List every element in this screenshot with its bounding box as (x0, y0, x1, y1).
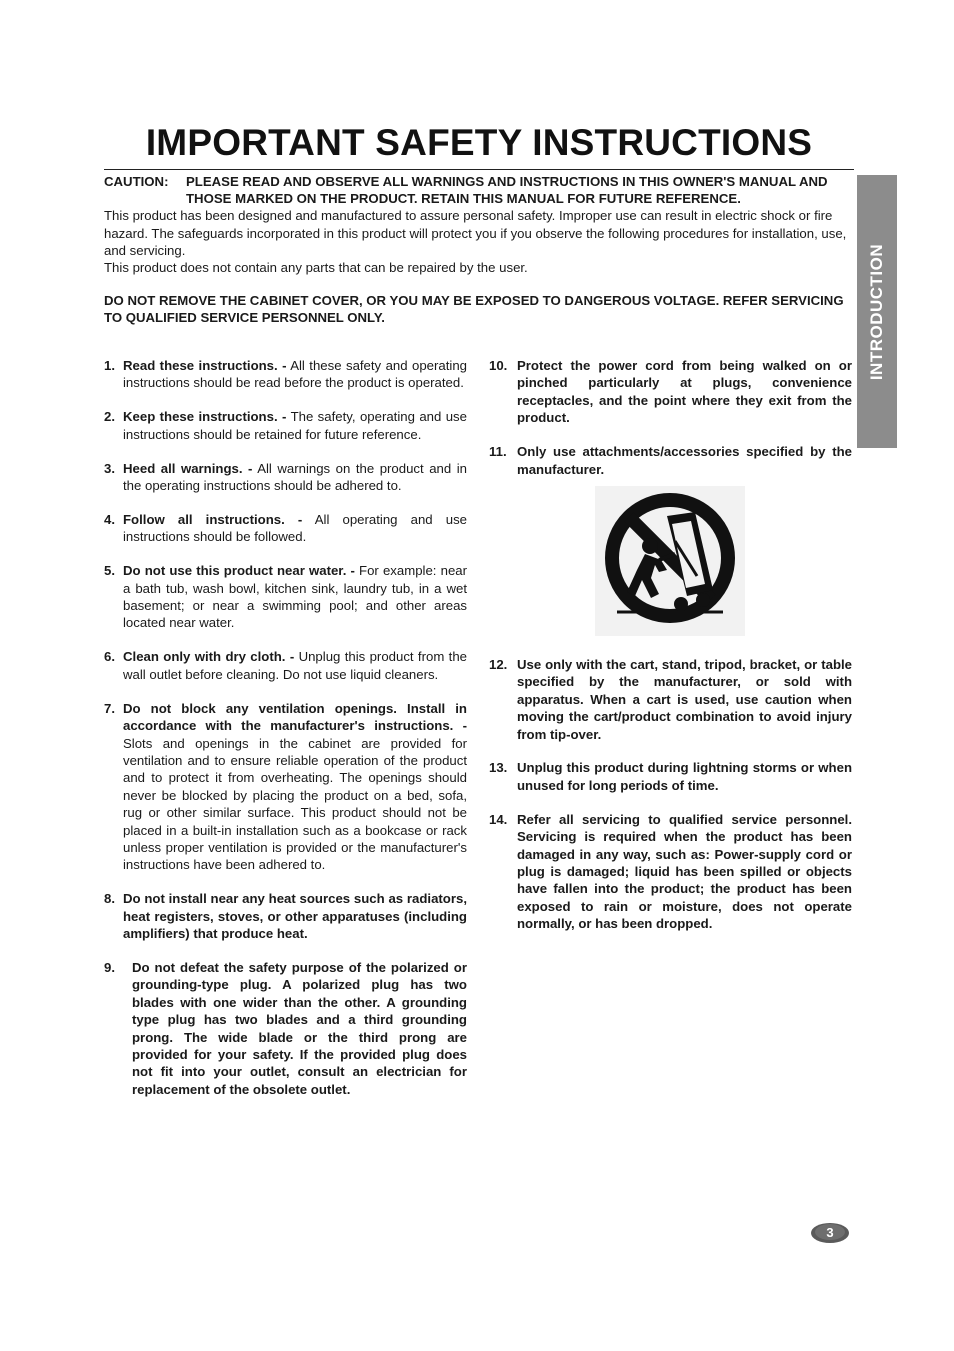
item-body: The safety, operating and use instructions should be retained for future reference. (123, 409, 467, 442)
item-text: Protect the power cord from being walked on or pinched particularly at plugs, convenience receptacles, and the point where they exit from the product. (517, 358, 852, 426)
instruction-item (489, 811, 852, 933)
section-tab-label: INTRODUCTION (867, 243, 886, 380)
section-tab (857, 175, 897, 448)
item-lead: Keep these instructions. - (123, 409, 287, 425)
instruction-item (489, 357, 852, 427)
instructions-column-left (104, 357, 467, 1115)
caution-notice (104, 173, 852, 207)
item-body: Slots and openings in the cabinet are provided for ventilation and to ensure reliable operation of the product and to protect it from overheating. The openings should never be blocked by placing the product on a bed, sofa, rug or other similar surface. This product should not be placed in a built-in installation such as a bookcase or rack unless proper ventilation is provided or the manufacturer's instructions have been adhered to. (123, 735, 467, 873)
page-number: 3 (826, 1225, 834, 1240)
intro-block (104, 173, 852, 327)
item-lead: Follow all instructions. - (123, 511, 303, 527)
instruction-item (104, 460, 467, 495)
item-text: Refer all servicing to qualified service personnel. Servicing is required when the product has been damaged in any way, such as: Power-supply cord or plug is damaged; liquid has been spilled or objects have fallen into the product; the product has been exposed to rain or moisture, does not operate normally, or has been dropped. (517, 811, 852, 932)
item-text: Unplug this product during lightning storms or when unused for long periods of time. (517, 760, 852, 793)
item-text: Do not install near any heat sources such as radiators, heat registers, stoves, or other apparatuses (including amplifiers) that produce heat. (123, 891, 467, 942)
item-number: 14. (489, 811, 508, 827)
item-number: 7. (104, 700, 115, 716)
item-lead: Clean only with dry cloth. - (123, 649, 295, 665)
item-text: Only use attachments/accessories specified by the manufacturer. (517, 444, 852, 477)
item-number: 11. (489, 444, 507, 460)
item-body: All warnings on the product and in the operating instructions should be adhered to. (123, 460, 467, 494)
instruction-item (489, 759, 852, 794)
instruction-item (489, 443, 852, 478)
item-text: Do not defeat the safety purpose of the polarized or grounding-type plug. A polarized plug has two blades with one wider than the other. A grounding type plug has two blades and a third grounding prong. The wide blade or the third prong are provided for your safety. If the provided plug does not fit into your outlet, consult an electrician for replacement of the obsolete outlet. (132, 959, 467, 1097)
voltage-warning: DO NOT REMOVE THE CABINET COVER, OR YOU MAY BE EXPOSED TO DANGEROUS VOLTAGE. REFER SERVICING TO QUALIFIED SERVICE PERSONNEL ONLY. (104, 293, 844, 326)
item-body: Unplug this product from the wall outlet before cleaning. Do not use liquid cleaners. (123, 649, 467, 682)
item-number: 4. (104, 511, 115, 527)
item-body: All operating and use instructions should be followed. (123, 511, 468, 545)
intro-paragraph: This product has been designed and manufactured to assure personal safety. Improper use can result in electric shock or fire hazard. The safeguards incorporated in this product will protect you if you observe the following procedures for installation, use, and servicing. (104, 208, 847, 258)
item-text: Use only with the cart, stand, tripod, bracket, or table specified by the manufacturer, or sold with apparatus. When a cart is used, use caution when moving the cart/product combination to avoid injury from tip-over. (517, 656, 852, 742)
page-number-badge (810, 1222, 850, 1244)
item-lead: Do not block any ventilation openings. Install in accordance with the manufacturer's instructions. - (123, 700, 467, 734)
cart-tip-over-warning-icon (595, 486, 745, 636)
page-title: IMPORTANT SAFETY INSTRUCTIONS (145, 122, 813, 163)
item-number: 2. (104, 409, 115, 425)
instruction-item (104, 890, 467, 942)
instruction-item (104, 700, 467, 874)
item-number: 8. (104, 891, 115, 907)
item-lead: Do not use this product near water. - (123, 563, 355, 579)
instruction-item (104, 511, 467, 546)
instructions-column-right (489, 357, 852, 949)
item-number: 5. (104, 563, 115, 579)
instruction-item (104, 408, 467, 443)
item-body: All these safety and operating instructions should be read before the product is operated. (123, 358, 467, 391)
instruction-item (104, 648, 467, 683)
item-number: 1. (104, 358, 115, 373)
item-number: 9. (104, 959, 115, 975)
item-number: 13. (489, 760, 508, 776)
title-divider (104, 169, 854, 170)
instruction-item (104, 959, 467, 1098)
caution-label: CAUTION: (104, 174, 169, 189)
item-number: 3. (104, 460, 115, 476)
item-number: 12. (489, 656, 508, 672)
instruction-item (489, 656, 852, 743)
item-lead: Heed all warnings. - (123, 460, 253, 476)
caution-text: PLEASE READ AND OBSERVE ALL WARNINGS AND INSTRUCTIONS IN THIS OWNER'S MANUAL AND THOSE MARKED ON THE PRODUCT. RETAIN THIS MANUAL FOR FUTURE REFERENCE. (186, 174, 828, 207)
intro-paragraph: This product does not contain any parts that can be repaired by the user. (104, 260, 528, 276)
item-lead: Read these instructions. - (123, 358, 287, 373)
item-body: For example: near a bath tub, wash bowl, kitchen sink, laundry tub, in a wet basement; or near a swimming pool; and other areas located near water. (123, 563, 467, 631)
item-number: 6. (104, 649, 115, 665)
instruction-item (104, 357, 467, 392)
item-number: 10. (489, 358, 508, 373)
instruction-item (104, 562, 467, 632)
